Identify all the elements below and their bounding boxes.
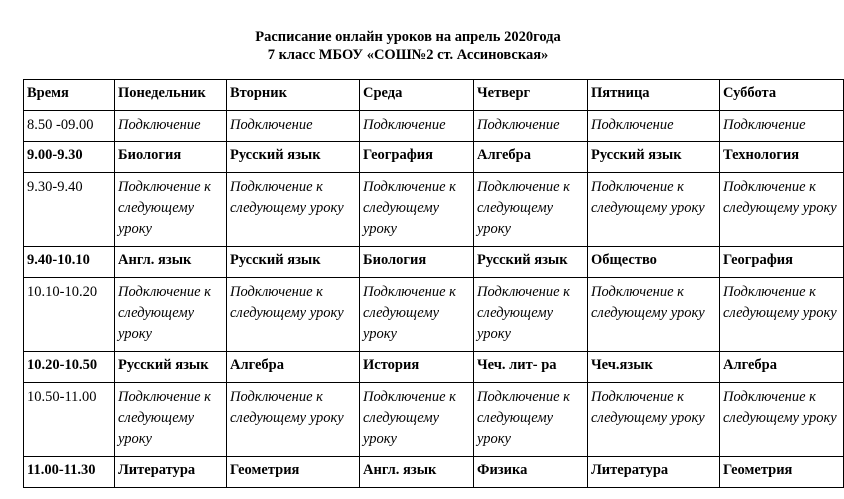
lesson-cell: Подключение к следующему уроку (227, 383, 360, 457)
lesson-cell: Биология (115, 142, 227, 173)
time-cell: 9.00-9.30 (24, 142, 115, 173)
lesson-cell: Русский язык (227, 142, 360, 173)
lesson-cell: Подключение к следующему уроку (588, 278, 720, 352)
lesson-cell: Русский язык (115, 352, 227, 383)
lesson-cell: Подключение к следующему уроку (588, 383, 720, 457)
time-cell: 10.50-11.00 (24, 383, 115, 457)
header-cell: Понедельник (115, 80, 227, 111)
lesson-cell: Биология (360, 247, 474, 278)
lesson-cell: Технология (720, 142, 844, 173)
lesson-cell: Геометрия (720, 457, 844, 488)
time-cell: 11.00-11.30 (24, 457, 115, 488)
lesson-cell: Подключение к следующему уроку (474, 278, 588, 352)
lesson-cell: Англ. язык (115, 247, 227, 278)
lesson-cell: Подключение к следующему уроку (588, 173, 720, 247)
lesson-cell: География (360, 142, 474, 173)
time-cell: 9.30-9.40 (24, 173, 115, 247)
schedule-table (23, 79, 844, 488)
lesson-cell: Подключение к следующему уроку (360, 383, 474, 457)
document-subtitle: 7 класс МБОУ «СОШ№2 ст. Ассиновская» (267, 47, 549, 63)
table-row (24, 352, 844, 383)
lesson-cell: Русский язык (588, 142, 720, 173)
lesson-cell: Подключение (474, 111, 588, 142)
header-cell: Пятница (588, 80, 720, 111)
lesson-cell: Литература (588, 457, 720, 488)
lesson-cell: Подключение к следующему уроку (115, 173, 227, 247)
lesson-cell: Русский язык (474, 247, 588, 278)
lesson-cell: История (360, 352, 474, 383)
header-row (24, 80, 844, 111)
lesson-cell: Чеч. лит- ра (474, 352, 588, 383)
lesson-cell: Геометрия (227, 457, 360, 488)
table-row (24, 247, 844, 278)
header-cell: Вторник (227, 80, 360, 111)
table-row (24, 278, 844, 352)
time-cell: 9.40-10.10 (24, 247, 115, 278)
lesson-cell: Литература (115, 457, 227, 488)
time-cell: 10.10-10.20 (24, 278, 115, 352)
lesson-cell: Алгебра (720, 352, 844, 383)
lesson-cell: Подключение (227, 111, 360, 142)
lesson-cell: Русский язык (227, 247, 360, 278)
lesson-cell: Подключение к следующему уроку (474, 173, 588, 247)
table-row (24, 173, 844, 247)
header-cell: Четверг (474, 80, 588, 111)
document-title: Расписание онлайн уроков на апрель 2020года (255, 29, 561, 45)
time-cell: 8.50 -09.00 (24, 111, 115, 142)
lesson-cell: Общество (588, 247, 720, 278)
lesson-cell: Подключение к следующему уроку (227, 173, 360, 247)
lesson-cell: Подключение (588, 111, 720, 142)
lesson-cell: Подключение к следующему уроку (474, 383, 588, 457)
lesson-cell: Подключение (360, 111, 474, 142)
lesson-cell: Подключение к следующему уроку (360, 173, 474, 247)
lesson-cell: Подключение к следующему уроку (115, 278, 227, 352)
lesson-cell: Англ. язык (360, 457, 474, 488)
lesson-cell: Чеч.язык (588, 352, 720, 383)
lesson-cell: Подключение к следующему уроку (360, 278, 474, 352)
lesson-cell: Алгебра (474, 142, 588, 173)
table-row (24, 383, 844, 457)
lesson-cell: Подключение к следующему уроку (720, 383, 844, 457)
header-cell: Суббота (720, 80, 844, 111)
lesson-cell: Алгебра (227, 352, 360, 383)
header-cell: Среда (360, 80, 474, 111)
time-cell: 10.20-10.50 (24, 352, 115, 383)
lesson-cell: География (720, 247, 844, 278)
lesson-cell: Подключение к следующему уроку (720, 278, 844, 352)
table-row (24, 457, 844, 488)
table-row (24, 142, 844, 173)
table-row (24, 111, 844, 142)
header-cell: Время (24, 80, 115, 111)
lesson-cell: Подключение (720, 111, 844, 142)
lesson-cell: Подключение к следующему уроку (227, 278, 360, 352)
lesson-cell: Подключение (115, 111, 227, 142)
lesson-cell: Физика (474, 457, 588, 488)
lesson-cell: Подключение к следующему уроку (720, 173, 844, 247)
lesson-cell: Подключение к следующему уроку (115, 383, 227, 457)
